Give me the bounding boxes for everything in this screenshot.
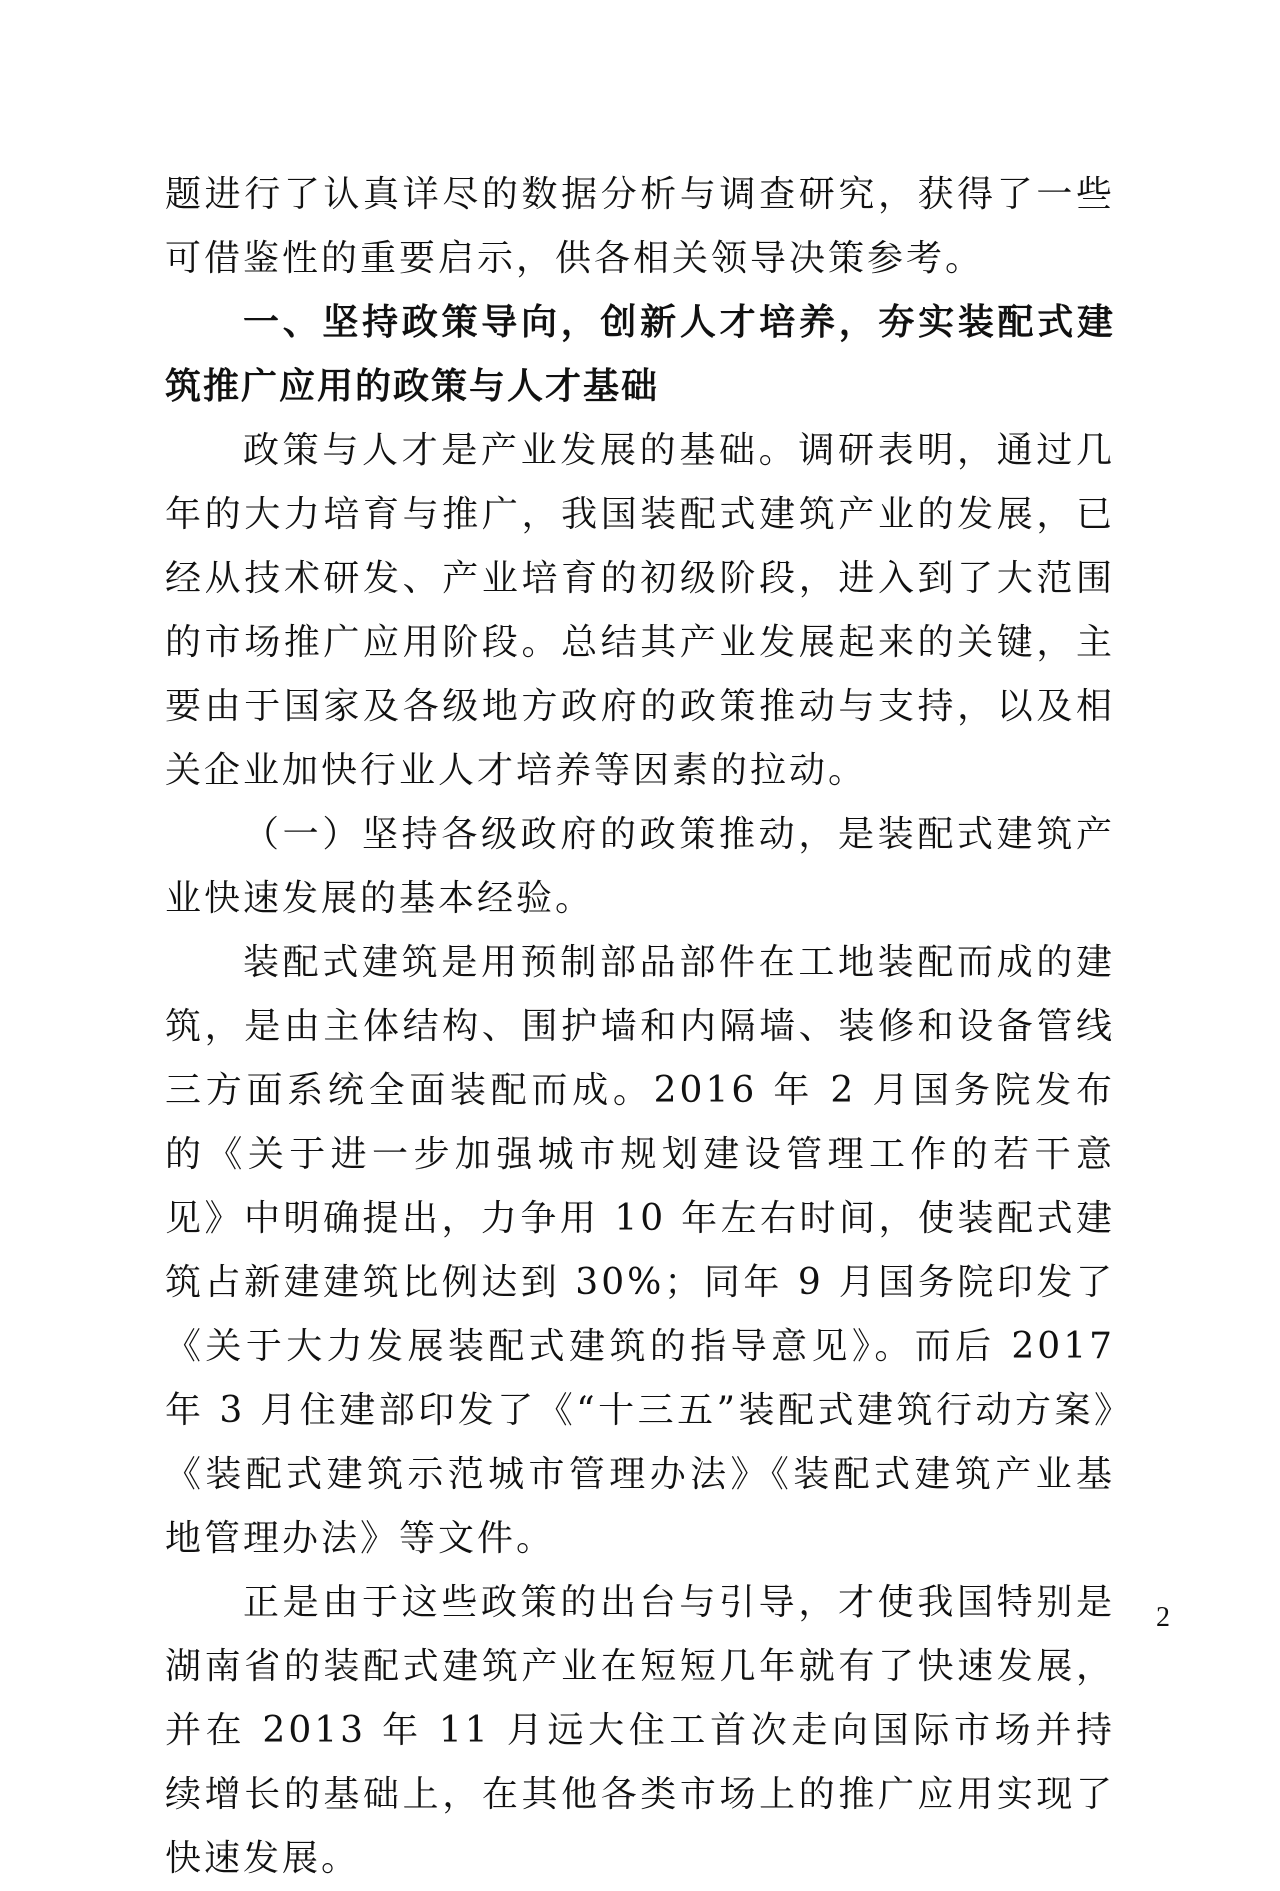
paragraph-intro-continuation: 题进行了认真详尽的数据分析与调查研究，获得了一些可借鉴性的重要启示，供各相关领导决策参考。 xyxy=(165,174,1115,279)
paragraph-policy-and-talent: 政策与人才是产业发展的基础。调研表明，通过几年的大力培育与推广，我国装配式建筑产业的发展，已经从技术研发、产业培育的初级阶段，进入到了大范围的市场推广应用阶段。总结其产业发展起来的关键，主要由于国家及各级地方政府的政策推动与支持，以及相关企业加快行业人才培养等因素的拉动。 xyxy=(165,430,1115,791)
page-number: 2 xyxy=(1156,1602,1170,1633)
subsection-heading-1: （一）坚持各级政府的政策推动，是装配式建筑产业快速发展的基本经验。 xyxy=(165,814,1115,919)
document-body xyxy=(165,163,1115,1891)
section-heading-1: 一、坚持政策导向，创新人才培养，夯实装配式建筑推广应用的政策与人才基础 xyxy=(165,302,1115,407)
paragraph-policy-impact: 正是由于这些政策的出台与引导，才使我国特别是湖南省的装配式建筑产业在短短几年就有了快速发展，并在 2013 年 11 月远大住工首次走向国际市场并持续增长的基础上，在其他各类市场上的推广应用实现了快速发展。 xyxy=(165,1582,1115,1879)
paragraph-prefab-definition: 装配式建筑是用预制部品部件在工地装配而成的建筑，是由主体结构、围护墙和内隔墙、装修和设备管线三方面系统全面装配而成。2016 年 2 月国务院发布的《关于进一步加强城市规划建设管理工作的若干意见》中明确提出，力争用 10 年左右时间，使装配式建筑占新建建筑比例达到 30%；同年 9 月国务院印发了《关于大力发展装配式建筑的指导意见》。而后 2017 年 3 月住建部印发了《“十三五”装配式建筑行动方案》《装配式建筑示范城市管理办法》《装配式建筑产业基地管理办法》等文件。 xyxy=(165,942,1115,1559)
